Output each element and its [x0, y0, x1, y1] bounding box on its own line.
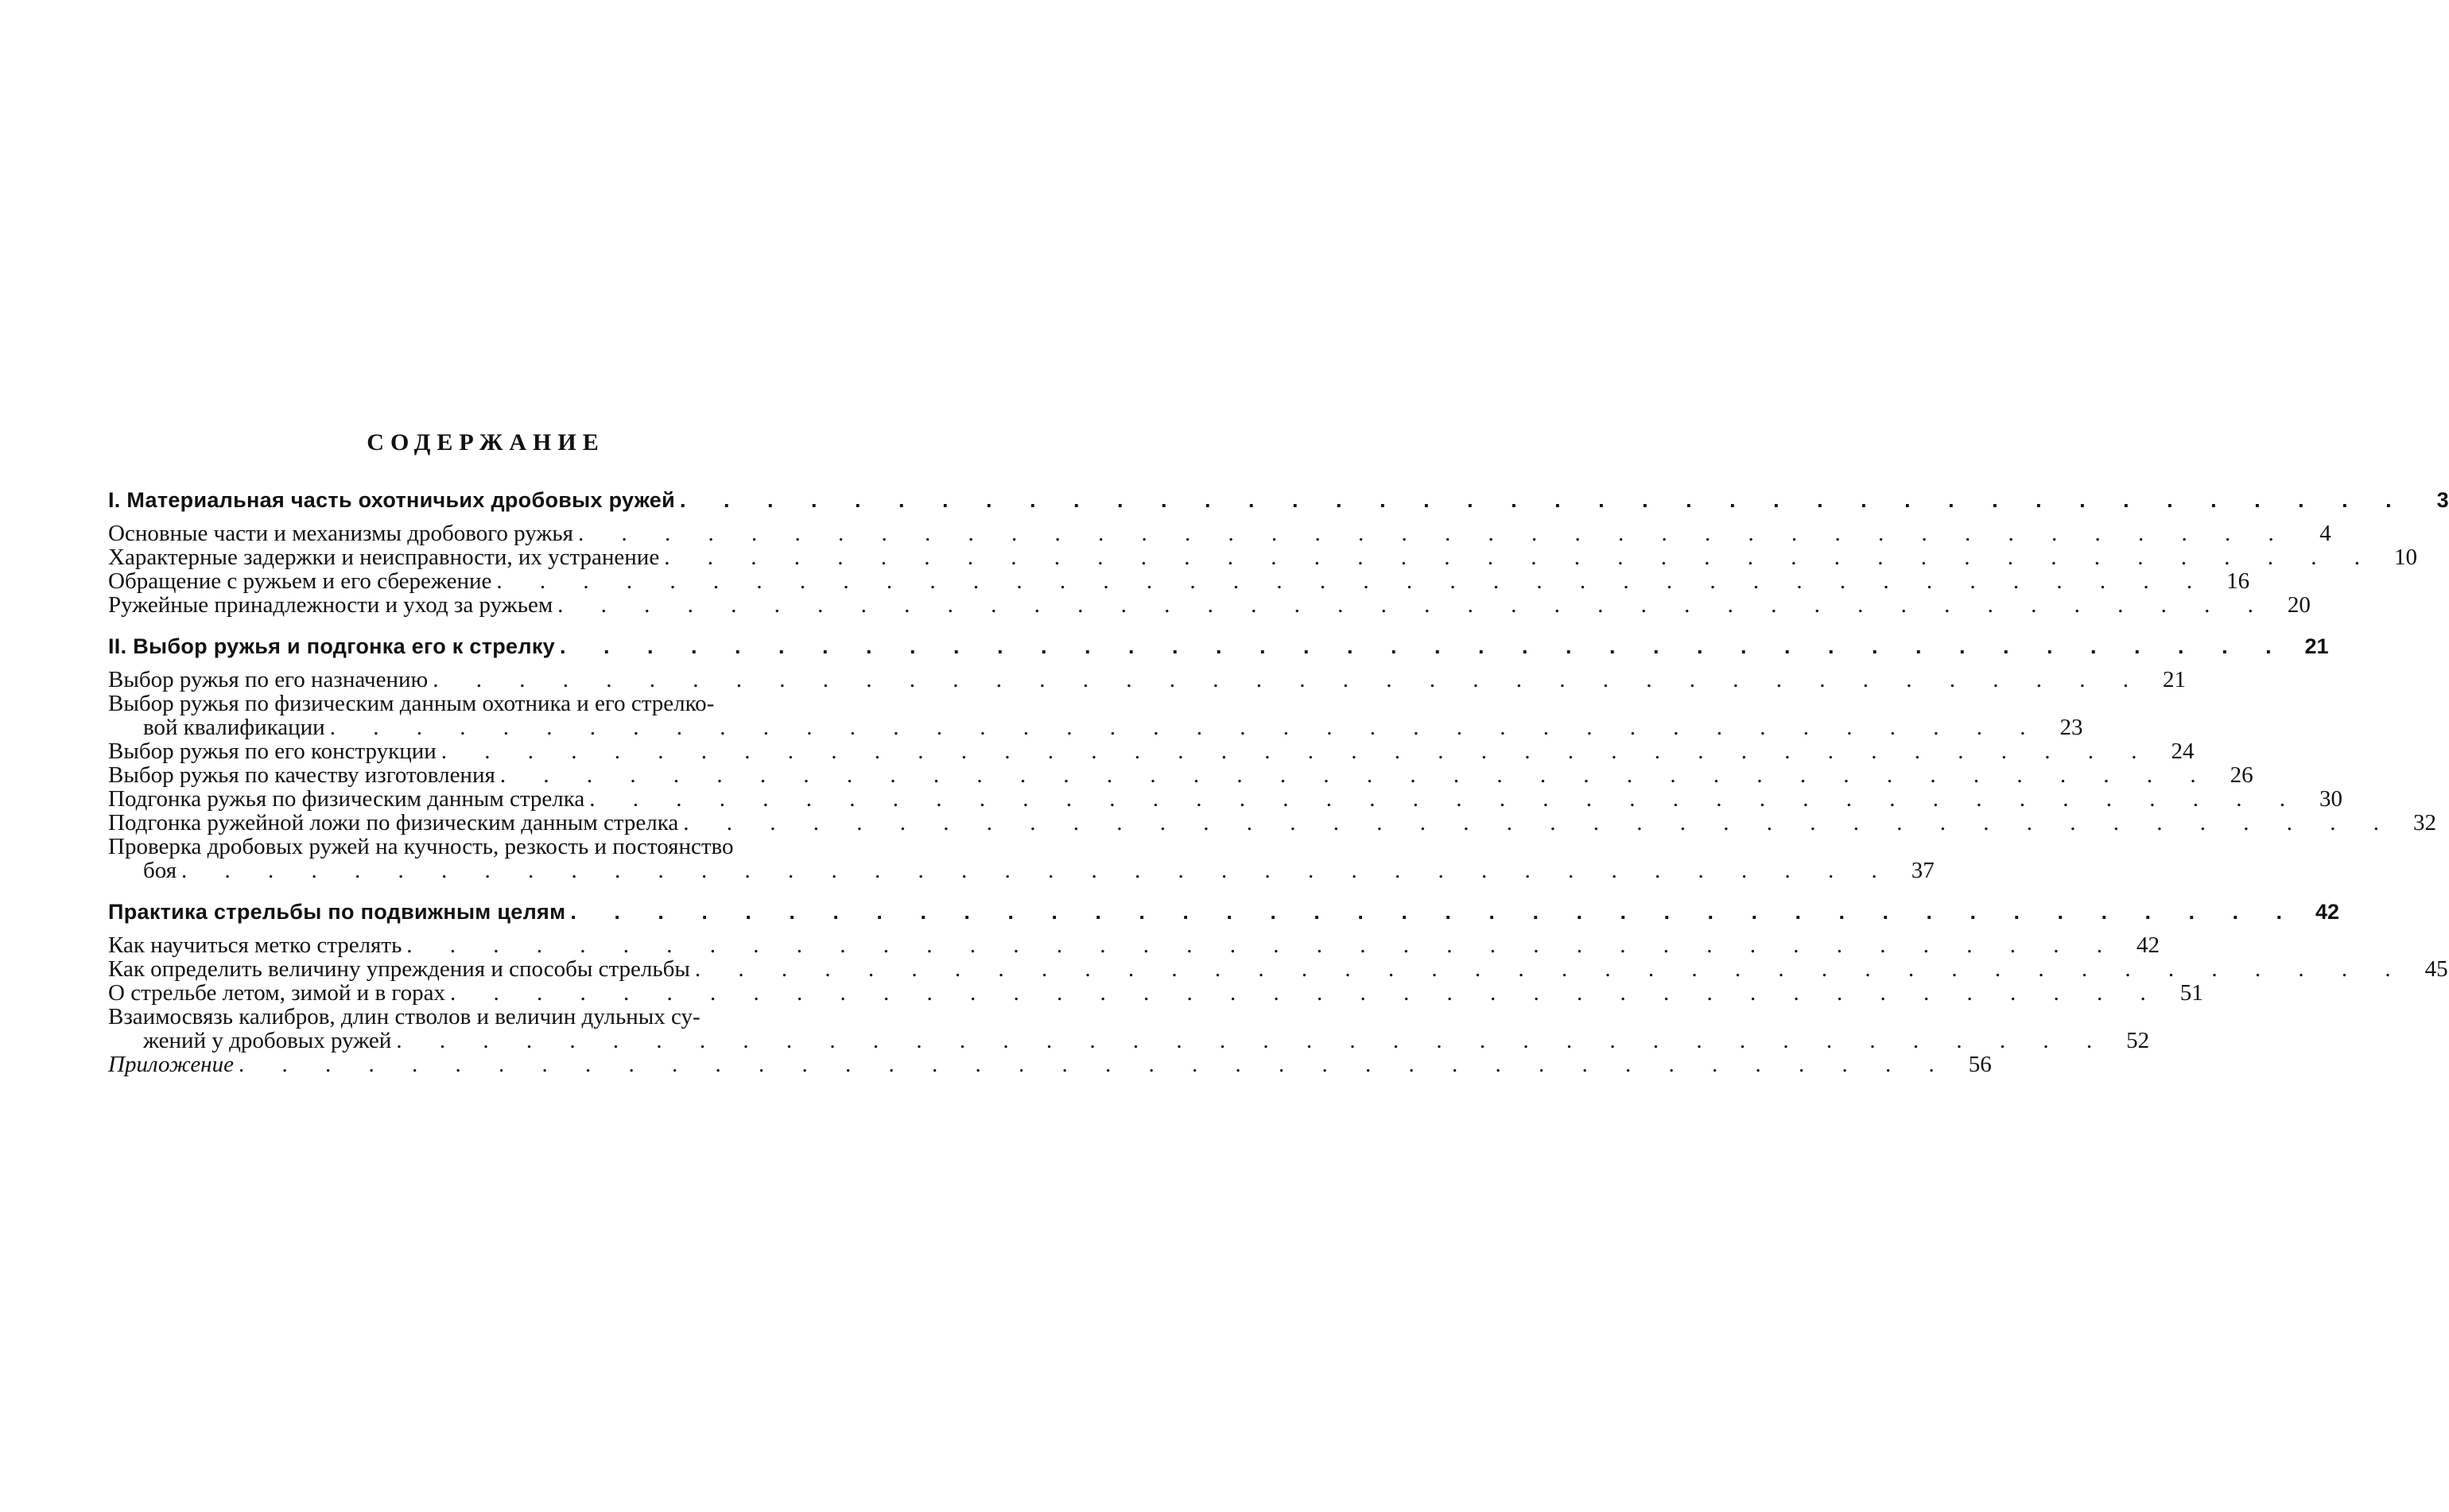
leader-dots — [496, 569, 2208, 593]
toc-page-number: 21 — [2162, 667, 2186, 692]
toc-entry-label: Основные части и механизмы дробового ружья — [108, 521, 573, 546]
toc-entry-continuation — [108, 858, 1935, 883]
toc-heading-label: I. Материальная часть охотничьих дробовых ружей — [108, 488, 676, 512]
page-title: СОДЕРЖАНИЕ — [367, 429, 605, 456]
toc-page-number: 32 — [2413, 810, 2437, 835]
table-of-contents — [108, 429, 2449, 1094]
toc-entry-label: Характерные задержки и неисправности, их устранение — [108, 545, 660, 570]
leader-dots — [680, 488, 2408, 512]
leader-dots — [406, 933, 2118, 957]
toc-entry — [108, 545, 2417, 570]
toc-page-number: 24 — [2171, 739, 2195, 764]
toc-page-number: 37 — [1911, 858, 1935, 883]
leader-dots — [433, 668, 2144, 692]
leader-dots — [589, 787, 2301, 811]
toc-entry-label: жений у дробовых ружей — [143, 1028, 392, 1053]
toc-entry-label: Выбор ружья по его назначению — [108, 667, 429, 692]
toc-page-number: 3 — [2436, 488, 2449, 512]
toc-page-number: 56 — [1968, 1052, 1992, 1077]
toc-entry-continuation — [108, 1028, 2150, 1053]
toc-page-number: 4 — [2319, 521, 2331, 546]
toc-page-number: 52 — [2126, 1028, 2150, 1053]
toc-page-number: 16 — [2226, 568, 2250, 594]
toc-entry-appendix — [108, 1052, 1992, 1077]
toc-heading — [108, 634, 2329, 658]
toc-section-3 — [108, 900, 2448, 1077]
leader-dots — [500, 763, 2212, 787]
toc-entry-label: Приложение — [108, 1052, 234, 1077]
toc-section-2 — [108, 634, 2437, 883]
toc-entry — [108, 667, 2186, 692]
toc-entry-label: Как определить величину упреждения и способы стрельбы — [108, 956, 690, 982]
leader-dots — [560, 634, 2288, 658]
toc-entry-label: вой квалификации — [143, 715, 325, 740]
toc-heading-label: Практика стрельбы по подвижным целям — [108, 900, 566, 924]
toc-heading — [108, 488, 2449, 512]
leader-dots — [664, 545, 2376, 569]
toc-entry — [108, 834, 1935, 883]
leader-dots — [683, 811, 2395, 835]
leader-dots — [578, 521, 2290, 545]
toc-entry — [108, 786, 2342, 812]
toc-page-number: 51 — [2179, 980, 2203, 1006]
toc-entry — [108, 1004, 2150, 1053]
toc-entry — [108, 956, 2448, 982]
leader-dots — [181, 859, 1893, 882]
toc-entry — [108, 568, 2250, 594]
leader-dots — [441, 739, 2153, 763]
toc-section-1 — [108, 488, 2449, 618]
toc-page-number: 26 — [2230, 762, 2253, 788]
toc-page-number: 42 — [2137, 932, 2160, 958]
toc-entry-label: Как научиться метко стрелять — [108, 932, 402, 958]
toc-heading-label: II. Выбор ружья и подгонка его к стрелку — [108, 634, 555, 658]
toc-entry — [108, 739, 2195, 764]
toc-entry — [108, 810, 2437, 835]
toc-entry-line: Проверка дробовых ружей на кучность, резкость и постоянство — [108, 834, 734, 859]
toc-entry-label: боя — [143, 858, 177, 883]
toc-entry — [108, 691, 2083, 740]
toc-entry-line: Выбор ружья по физическим данным охотника и его стрелко- — [108, 691, 715, 716]
toc-entry — [108, 980, 2203, 1006]
toc-page-number: 23 — [2059, 715, 2083, 740]
toc-page-number: 21 — [2304, 634, 2329, 658]
toc-entry-label: О стрельбе летом, зимой и в горах — [108, 980, 445, 1006]
toc-entry-label: Выбор ружья по качеству изготовления — [108, 762, 495, 788]
leader-dots — [557, 593, 2269, 617]
toc-page-number: 20 — [2287, 592, 2311, 618]
toc-page-number: 42 — [2315, 900, 2339, 924]
leader-dots — [450, 981, 2162, 1005]
toc-entry-label: Выбор ружья по его конструкции — [108, 739, 437, 764]
toc-entry-label: Обращение с ружьем и его сбережение — [108, 568, 492, 594]
toc-entry-line: Взаимосвязь калибров, длин стволов и величин дульных су- — [108, 1004, 701, 1029]
leader-dots — [396, 1029, 2108, 1053]
toc-entry-label: Подгонка ружья по физическим данным стрелка — [108, 786, 585, 812]
toc-entry — [108, 762, 2253, 788]
toc-entry — [108, 932, 2160, 958]
leader-dots — [239, 1053, 1950, 1076]
toc-entry-label: Ружейные принадлежности и уход за ружьем — [108, 592, 553, 618]
toc-entry-label: Подгонка ружейной ложи по физическим данным стрелка — [108, 810, 679, 835]
toc-page-number: 10 — [2393, 545, 2417, 570]
toc-entry — [108, 521, 2331, 546]
leader-dots — [570, 900, 2298, 924]
toc-entry-continuation — [108, 715, 2083, 740]
toc-heading — [108, 900, 2339, 924]
toc-page-number: 30 — [2319, 786, 2342, 812]
toc-page-number: 45 — [2424, 956, 2448, 982]
leader-dots — [330, 715, 2042, 739]
toc-entry — [108, 592, 2311, 618]
leader-dots — [695, 957, 2407, 981]
